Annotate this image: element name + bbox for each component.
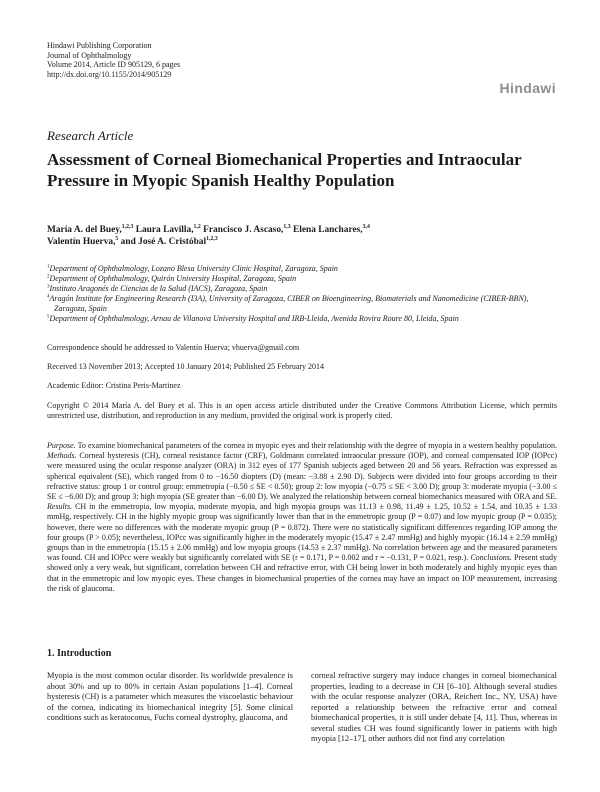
affiliation-item bbox=[47, 264, 557, 274]
volume-line: Volume 2014, Article ID 905129, 6 pages bbox=[47, 60, 181, 70]
publisher-name: Hindawi Publishing Corporation bbox=[47, 41, 152, 50]
affiliation-text: Department of Ophthalmology, Lozano Blesa University Clinic Hospital, Zaragoza, Spain bbox=[49, 264, 338, 273]
journal-name: Journal of Ophthalmology bbox=[47, 50, 132, 60]
dates-line: Received 13 November 2013; Accepted 10 January 2014; Published 25 February 2014 bbox=[47, 362, 325, 371]
correspondence-line bbox=[47, 343, 557, 352]
author-line-1: María A. del Buey,$^{1,2,3}$ Laura Lavilla,$^{1,2}$ Francisco J. Ascaso,$^{1,3}$ Elena Lanchares,$^{3,4}$ bbox=[47, 223, 370, 235]
affiliation-list bbox=[47, 264, 557, 323]
journal-header bbox=[47, 41, 180, 80]
affiliation-number: 3 bbox=[47, 284, 50, 290]
abstract: Purpose. To examine biomechanical parameters of the cornea in myopic eyes and their relationship with the degree of myopia in a western healthy population. Methods. Corneal hysteresis (CH), corneal resistance factor (CRF), Goldmann correlated intraocular pressure (IOP), and corneal compensated IOP (IOPcc) were measured using the ocular response analyzer (ORA) in 312 eyes of 177 Spanish subjects aged between 20 and 56 years. Refraction was expressed as spherical equivalent (SE), which ranged from 0 to −16.50 diopters (D) (mean: −3.88 ± 2.90 D). Subjects were divided into four groups according to their refractive status: group 1 or control group: emmetropia (−0.50 ≤ SE < 0.50); group 2: low myopia (−0.75 ≤ SE < 3.00 D); group 3: moderate myopia (−3.00 ≤ SE ≤ −6.00 D); and group 3: high myopia (SE greater than −6.00 D). We analyzed the relationship between corneal biomechanics measured with ORA and SE. Results. CH in the emmetropia, low myopia, moderate myopia, and high myopia groups was 11.13 ± 0.98, 11.49 ± 1.25, 10.52 ± 1.54, and 10.35 ± 1.33 mmHg, respectively. CH in the highly myopic group was significantly lower than that in the emmetropic group (P = 0.07) and low myopic group (P = 0.035); however, there were no differences with the moderate myopic group (P = 0.872). There were no statistically significant differences regarding IOP among the four groups (P > 0.05); nevertheless, IOPcc was significantly higher in the moderately myopic (15.47 ± 2.47 mmHg) and highly myopic (16.14 ± 2.59 mmHg) groups than in the emmetropia (15.15 ± 2.06 mmHg) and low myopia groups (14.53 ± 2.37 mmHg). No correlation between age and the measured parameters was found. CH and IOPcc were weakly but significantly correlated with SE (r = 0.171, P = 0.002 and r = −0.131, P = 0.021, resp.). Conclusions. Present study showed only a very weak, but significant, correlation between CH and refractive error, with CH being lower in both moderately and highly myopic eyes than that in the emmetropic and low myopic eyes. These changes in biomechanical properties of the cornea may have an impact on IOP measurement, increasing the risk of glaucoma. bbox=[47, 441, 557, 593]
author-line-2: Valentín Huerva,$^5$ and José A. Cristóbal$^{1,2,3}$ bbox=[47, 235, 218, 247]
affiliation-number: 5 bbox=[47, 313, 50, 319]
body-columns bbox=[47, 671, 557, 745]
affiliation-number: 2 bbox=[47, 274, 50, 280]
affiliation-text: Department of Ophthalmology, Arnau de Vilanova University Hospital and IRB-Lleida, Avenida Rovira Roure 80, Lleida, Spain bbox=[49, 313, 459, 323]
academic-editor-line: Academic Editor: Cristina Peris-Martinez bbox=[47, 381, 181, 390]
doi-link[interactable]: http://dx.doi.org/10.1155/2014/905129 bbox=[47, 70, 172, 80]
affiliation-item bbox=[47, 314, 557, 324]
section-heading-introduction: 1. Introduction bbox=[47, 648, 112, 659]
affiliation-number: 1 bbox=[47, 264, 50, 270]
affiliation-text: Aragón Institute for Engineering Research (I3A), University of Zaragoza, CIBER on Bioengineering, Biomaterials and Nanomedicine (CIBER-BBN), Zaragoza, Spain bbox=[49, 293, 529, 313]
article-type-label: Research Article bbox=[47, 128, 134, 143]
author-list bbox=[47, 224, 557, 248]
copyright-notice: Copyright © 2014 María A. del Buey et al. This is an open access article distributed under the Creative Commons Attribution License, which permits unrestricted use, distribution, and reproduction in any medium, provided the original work is properly cited. bbox=[47, 401, 557, 420]
affiliation-item bbox=[47, 274, 557, 284]
correspondence-text: Correspondence should be addressed to Valentín Huerva; bbox=[47, 343, 232, 352]
affiliation-number: 4 bbox=[47, 294, 50, 300]
correspondence-email[interactable]: vhuerva@gmail.com bbox=[231, 343, 300, 352]
intro-column-left: Myopia is the most common ocular disorder. Its worldwide prevalence is about 30% and up to 80% in certain Asian populations [1–4]. Corneal hysteresis (CH) is a parameter which measures the viscoelastic behaviour of the cornea, indicating its biomechanical integrity [5]. Some clinical conditions such as keratoconus, Fuchs corneal dystrophy, glaucoma, and bbox=[47, 671, 293, 722]
hindawi-logo: Hindawi bbox=[499, 80, 556, 96]
affiliation-text: Instituto Aragonés de Ciencias de la Salud (IACS), Zaragoza, Spain bbox=[49, 283, 268, 293]
article-title: Assessment of Corneal Biomechanical Properties and Intraocular Pressure in Myopic Spanish Healthy Population bbox=[47, 150, 522, 190]
intro-column-right: corneal refractive surgery may induce changes in corneal biomechanical properties, leading to a decrease in CH [6–10]. Although several studies with the ocular response analyzer (ORA, Reichert Inc., NY, USA) have reported a relationship between the refractive error and corneal biomechanical properties, it is still under debate [4, 11]. Thus, whereas in several studies CH was found significantly lower in patients with high myopia [12–17], other authors did not find any correlation bbox=[311, 671, 557, 743]
affiliation-item bbox=[47, 294, 557, 314]
affiliation-text: Department of Ophthalmology, Quirón University Hospital, Zaragoza, Spain bbox=[49, 273, 297, 283]
affiliation-item bbox=[47, 284, 557, 294]
